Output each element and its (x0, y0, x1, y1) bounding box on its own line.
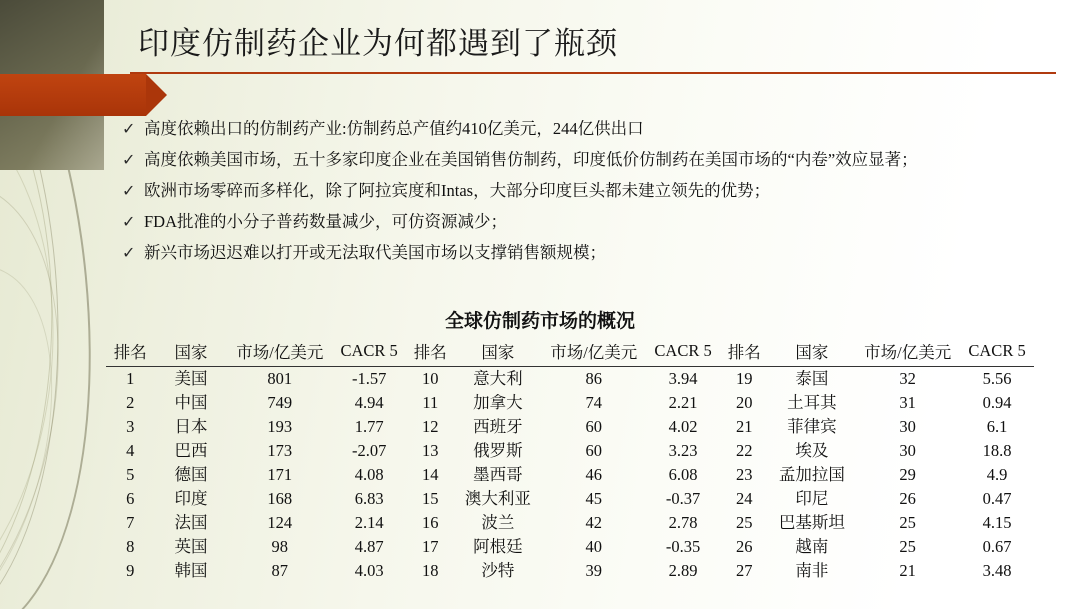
cell: 25 (735, 513, 753, 532)
cell: 4.9 (986, 465, 1008, 484)
list-item (122, 242, 1002, 264)
cell: 32 (899, 369, 916, 388)
cell: 24 (735, 489, 753, 508)
title-accent-bar (0, 74, 146, 116)
cell: 日本 (174, 417, 208, 436)
cell: 越南 (795, 537, 829, 556)
cell: 124 (267, 513, 293, 532)
cell: 30 (899, 441, 916, 460)
cell: 韩国 (174, 561, 208, 580)
cell: 4.87 (354, 537, 384, 556)
cell: 法国 (174, 513, 208, 532)
cell: 30 (899, 417, 916, 436)
table-row (106, 415, 1034, 439)
cell: 26 (899, 489, 916, 508)
cell: 印度 (174, 489, 208, 508)
cell: 171 (267, 465, 293, 484)
cell: 2.21 (668, 393, 698, 412)
cell: 18.8 (982, 441, 1012, 460)
cell: 2.14 (354, 513, 384, 532)
table-row (106, 511, 1034, 535)
list-item (122, 118, 1002, 140)
cell: 8 (126, 537, 135, 556)
cell: 19 (735, 369, 753, 388)
decorative-swirl (0, 159, 98, 609)
cell: 2.89 (668, 561, 698, 580)
cell: 6.08 (668, 465, 698, 484)
column-header: 市场/亿美元 (236, 343, 324, 362)
column-header: CACR 5 (968, 341, 1026, 360)
column-header: 国家 (481, 343, 515, 362)
table-row (106, 559, 1034, 583)
cell: 西班牙 (473, 417, 523, 436)
cell: 39 (585, 561, 602, 580)
check-icon: ✓ (122, 212, 136, 231)
column-header: 排名 (727, 343, 761, 362)
cell: 193 (267, 417, 293, 436)
cell: 4.15 (982, 513, 1012, 532)
cell: 澳大利亚 (464, 489, 531, 508)
decorative-swirl (0, 240, 92, 609)
cell: 168 (267, 489, 293, 508)
column-header: CACR 5 (654, 341, 712, 360)
list-item (122, 211, 1002, 233)
cell: 意大利 (473, 369, 523, 388)
title-divider (130, 72, 1056, 74)
cell: 4.94 (354, 393, 384, 412)
cell: 173 (267, 441, 293, 460)
cell: 德国 (174, 465, 208, 484)
cell: 12 (422, 417, 439, 436)
list-item (122, 149, 1002, 171)
cell: 17 (422, 537, 439, 556)
cell: 14 (422, 465, 439, 484)
cell: 埃及 (795, 441, 829, 460)
cell: 20 (735, 393, 753, 412)
cell: 南非 (795, 561, 829, 580)
cell: 美国 (174, 369, 208, 388)
cell: 巴西 (174, 441, 208, 460)
cell: 10 (422, 369, 439, 388)
cell: 27 (735, 561, 753, 580)
table-row (106, 391, 1034, 415)
cell: 4.08 (354, 465, 384, 484)
column-header: 国家 (174, 343, 208, 362)
cell: 沙特 (481, 561, 515, 580)
page-title: 印度仿制药企业为何都遇到了瓶颈 (138, 26, 618, 61)
list-item-label: 欧洲市场零碎而多样化，除了阿拉宾度和Intas，大部分印度巨头都未建立领先的优势； (144, 181, 771, 200)
cell: -0.35 (665, 537, 701, 556)
cell: 0.47 (982, 489, 1012, 508)
cell: 26 (735, 537, 753, 556)
cell: 3 (126, 417, 135, 436)
cell: 6 (126, 489, 135, 508)
cell: 5.56 (982, 369, 1012, 388)
cell: 13 (422, 441, 439, 460)
cell: 2.78 (668, 513, 698, 532)
column-header: 市场/亿美元 (864, 343, 952, 362)
column-header: 国家 (795, 343, 829, 362)
cell: 泰国 (795, 369, 829, 388)
cell: 1.77 (354, 417, 384, 436)
cell: 87 (271, 561, 289, 580)
column-header: 市场/亿美元 (550, 343, 638, 362)
column-header: 排名 (413, 343, 447, 362)
cell: 25 (899, 513, 916, 532)
cell: 9 (126, 561, 135, 580)
cell: 波兰 (481, 513, 515, 532)
column-header: 排名 (113, 343, 147, 362)
table-row (106, 535, 1034, 559)
cell: 5 (126, 465, 135, 484)
cell: 42 (585, 513, 602, 532)
cell: 中国 (174, 393, 208, 412)
cell: -1.57 (351, 369, 387, 388)
cell: 7 (126, 513, 135, 532)
cell: 土耳其 (787, 393, 837, 412)
cell: 加拿大 (473, 393, 523, 412)
column-header: CACR 5 (340, 341, 398, 360)
cell: 40 (585, 537, 602, 556)
cell: 29 (899, 465, 916, 484)
table-row (106, 463, 1034, 487)
cell: 46 (585, 465, 602, 484)
cell: -2.07 (351, 441, 387, 460)
cell: 60 (585, 441, 602, 460)
cell: 98 (271, 537, 289, 556)
list-item-label: 高度依赖美国市场，五十多家印度企业在美国销售仿制药，印度低价仿制药在美国市场的“内卷”效应显著； (144, 150, 918, 169)
cell: 4.02 (668, 417, 698, 436)
cell: 0.94 (982, 393, 1012, 412)
list-item-label: 新兴市场迟迟难以打开或无法取代美国市场以支撑销售额规模； (144, 243, 606, 262)
cell: 16 (422, 513, 439, 532)
cell: 749 (267, 393, 293, 412)
cell: 18 (422, 561, 439, 580)
list-item-label: FDA批准的小分子普药数量减少，可仿资源减少； (144, 212, 508, 231)
cell: 3.94 (668, 369, 698, 388)
check-icon: ✓ (122, 181, 136, 200)
cell: 俄罗斯 (473, 441, 523, 460)
cell: 11 (422, 393, 439, 412)
cell: 21 (735, 417, 753, 436)
cell: 6.1 (986, 417, 1008, 436)
list-item-label: 高度依赖出口的仿制药产业:仿制药总产值约410亿美元，244亿供出口 (144, 119, 644, 138)
bullet-list (122, 118, 1002, 273)
cell: 孟加拉国 (778, 465, 845, 484)
check-icon: ✓ (122, 150, 136, 169)
cell: 0.67 (982, 537, 1012, 556)
cell: 25 (899, 537, 916, 556)
cell: 22 (735, 441, 753, 460)
data-table (106, 338, 1034, 583)
check-icon: ✓ (122, 119, 136, 138)
cell: 31 (899, 393, 916, 412)
table-row (106, 367, 1034, 392)
cell: 1 (126, 369, 135, 388)
table-caption: 全球仿制药市场的概况 (444, 311, 635, 332)
cell: 2 (126, 393, 135, 412)
cell: 801 (267, 369, 293, 388)
cell: 阿根廷 (473, 537, 523, 556)
cell: 23 (735, 465, 753, 484)
table-row (106, 439, 1034, 463)
cell: 4 (126, 441, 135, 460)
cell: 3.48 (982, 561, 1012, 580)
table-row (106, 487, 1034, 511)
cell: 英国 (174, 537, 208, 556)
cell: 15 (422, 489, 439, 508)
cell: -0.37 (665, 489, 701, 508)
table-header-row (106, 338, 1034, 367)
check-icon: ✓ (122, 243, 136, 262)
cell: 墨西哥 (473, 465, 523, 484)
cell: 6.83 (354, 489, 384, 508)
cell: 印尼 (795, 489, 829, 508)
cell: 巴基斯坦 (778, 513, 845, 532)
cell: 3.23 (668, 441, 698, 460)
cell: 21 (899, 561, 916, 580)
cell: 4.03 (354, 561, 384, 580)
cell: 60 (585, 417, 602, 436)
list-item (122, 180, 1002, 202)
cell: 45 (585, 489, 602, 508)
cell: 86 (585, 369, 602, 388)
cell: 菲律宾 (787, 417, 837, 436)
cell: 74 (585, 393, 602, 412)
